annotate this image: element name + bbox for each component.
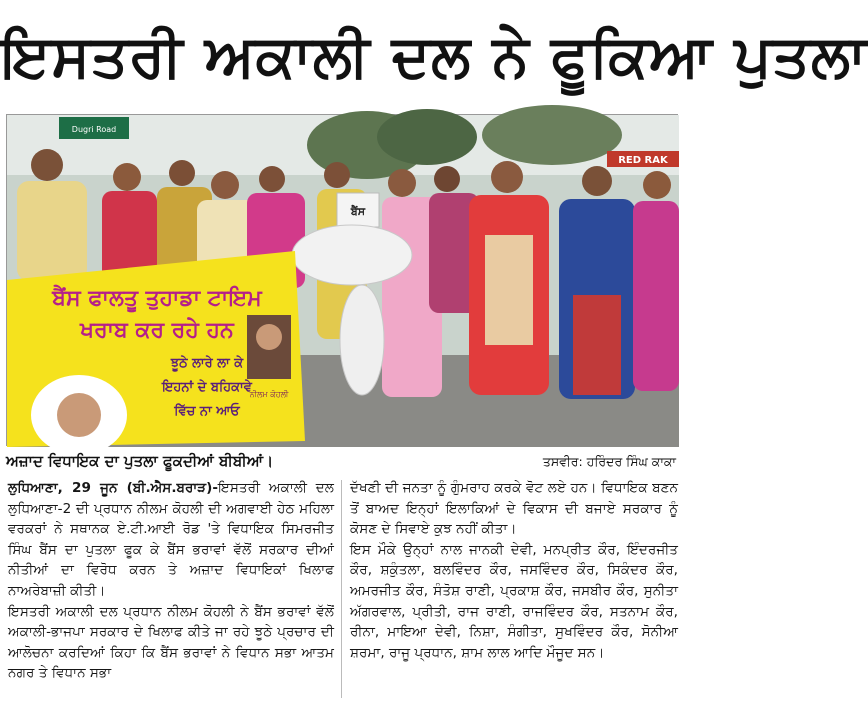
photo-caption: ਅਜ਼ਾਦ ਵਿਧਾਇਕ ਦਾ ਪੁਤਲਾ ਫੂਕਦੀਆਂ ਬੀਬੀਆਂ। xyxy=(6,452,274,470)
headline: ਇਸਤਰੀ ਅਕਾਲੀ ਦਲ ਨੇ ਫੂਕਿਆ ਪੁਤਲਾ xyxy=(0,22,868,90)
column-divider xyxy=(341,480,342,698)
banner-line-5: ਵਿੱਚ ਨਾ ਆਓ xyxy=(174,404,240,419)
article-paragraph-3: ਦੱਖਣੀ ਦੀ ਜਨਤਾ ਨੂੰ ਗੁੰਮਰਾਹ ਕਰਕੇ ਵੋਟ ਲਏ ਹਨ। ਵਿਧਾਇਕ ਬਣਨ ਤੋਂ ਬਾਅਦ ਇਨ੍ਹਾਂ ਇਲਾਕਿਆਂ ਦੇ ਵਿਕਾਸ ਦੀ ਬਜਾਏ ਸਰਕਾਰ ਨੂੰ ਕੋਸਣ ਦੇ ਸਿਵਾਏ ਕੁਝ ਨਹੀਂ ਕੀਤਾ। xyxy=(350,480,678,538)
banner-line-2: ਖਰਾਬ ਕਰ ਰਹੇ ਹਨ xyxy=(80,318,234,343)
banner-line-1: ਬੈਂਸ ਫਾਲਤੂ ਤੁਹਾਡਾ ਟਾਇਮ xyxy=(52,286,262,311)
banner-line-3: ਝੂਠੇ ਲਾਰੇ ਲਾ ਕੇ xyxy=(170,356,244,371)
article-column-left xyxy=(8,478,334,684)
effigy-label: ਬੈਂਸ xyxy=(350,205,366,218)
protest-banner xyxy=(7,251,305,455)
shop-sign-text: RED RAK xyxy=(618,155,668,166)
banner-name: ਨੀਲਮ ਕੋਹਲੀ xyxy=(249,390,289,399)
article-paragraph-4: ਇਸ ਮੌਕੇ ਉਨ੍ਹਾਂ ਨਾਲ ਜਾਨਕੀ ਦੇਵੀ, ਮਨਪ੍ਰੀਤ ਕੌਰ, ਇੰਦਰਜੀਤ ਕੌਰ, ਸ਼ਕੁੰਤਲਾ, ਬਲਵਿੰਦਰ ਕੌਰ, ਜਸਵਿੰਦਰ ਕੌਰ, ਸਿਕੰਦਰ ਕੌਰ, ਅਮਰਜੀਤ ਕੌਰ, ਸੰਤੋਸ਼ ਰਾਣੀ, ਪ੍ਰਕਾਸ਼ ਕੌਰ, ਜਸਬੀਰ ਕੌਰ, ਸੁਨੀਤਾ ਅੱਗਰਵਾਲ, ਪ੍ਰੀਤੀ, ਰਾਜ ਰਾਣੀ, ਰਾਜਵਿੰਦਰ ਕੌਰ, ਸਤਨਾਮ ਕੌਰ, ਰੀਨਾ, ਮਾਇਆ ਦੇਵੀ, ਨਿਸ਼ਾ, ਸੰਗੀਤਾ, ਸੁਖਵਿੰਦਰ ਕੌਰ, ਸੋਨੀਆ ਸ਼ਰਮਾ, ਰਾਜੂ ਪ੍ਰਧਾਨ, ਸ਼ਾਮ ਲਾਲ ਆਦਿ ਮੌਜੂਦ ਸਨ। xyxy=(350,541,678,661)
photo-credit: ਤਸਵੀਰ: ਹਰਿੰਦਰ ਸਿੰਘ ਕਾਕਾ xyxy=(542,454,676,469)
news-photo xyxy=(6,114,678,446)
article-column-right xyxy=(350,478,678,663)
article-paragraph-2: ਇਸਤਰੀ ਅਕਾਲੀ ਦਲ ਪ੍ਰਧਾਨ ਨੀਲਮ ਕੋਹਲੀ ਨੇ ਬੈਂਸ ਭਰਾਵਾਂ ਵੱਲੋਂ ਅਕਾਲੀ-ਭਾਜਪਾ ਸਰਕਾਰ ਦੇ ਖਿਲਾਫ ਕੀਤੇ ਜਾ ਰਹੇ ਝੂਠੇ ਪ੍ਰਚਾਰ ਦੀ ਆਲੋਚਨਾ ਕਰਦਿਆਂ ਕਿਹਾ ਕਿ ਬੈਂਸ ਭਰਾਵਾਂ ਨੇ ਵਿਧਾਨ ਸਭਾ ਆਤਮ ਨਗਰ ਤੇ ਵਿਧਾਨ ਸਭਾ xyxy=(8,603,334,682)
road-sign-text: Dugri Road xyxy=(71,125,117,134)
protest-photo-illustration xyxy=(7,115,679,447)
banner-line-4: ਇਹਨਾਂ ਦੇ ਬਹਿਕਾਵੇ xyxy=(162,380,252,395)
article-para1-text: ਇਸਤਰੀ ਅਕਾਲੀ ਦਲ ਲੁਧਿਆਣਾ-2 ਦੀ ਪ੍ਰਧਾਨ ਨੀਲਮ ਕੋਹਲੀ ਦੀ ਅਗਵਾਈ ਹੇਠ ਮਹਿਲਾ ਵਰਕਰਾਂ ਨੇ ਸਥਾਨਕ ਏ.ਟੀ.ਆਈ ਰੋਡ 'ਤੇ ਵਿਧਾਇਕ ਸਿਮਰਜੀਤ ਸਿੰਘ ਬੈਂਸ ਦਾ ਪੁਤਲਾ ਫੂਕ ਕੇ ਬੈਂਸ ਭਰਾਵਾਂ ਵੱਲੋਂ ਸਰਕਾਰ ਦੀਆਂ ਨੀਤੀਆਂ ਦਾ ਵਿਰੋਧ ਕਰਨ ਤੇ ਅਜ਼ਾਦ ਵਿਧਾਇਕਾਂ ਖਿਲਾਫ ਨਾਅਰੇਬਾਜ਼ੀ ਕੀਤੀ। xyxy=(8,480,334,599)
dateline: ਲੁਧਿਆਣਾ, 29 ਜੂਨ (ਬੀ.ਐਸ.ਬਰਾੜ)- xyxy=(8,480,219,496)
caption-row xyxy=(6,450,678,474)
article-paragraph-1 xyxy=(8,478,334,602)
